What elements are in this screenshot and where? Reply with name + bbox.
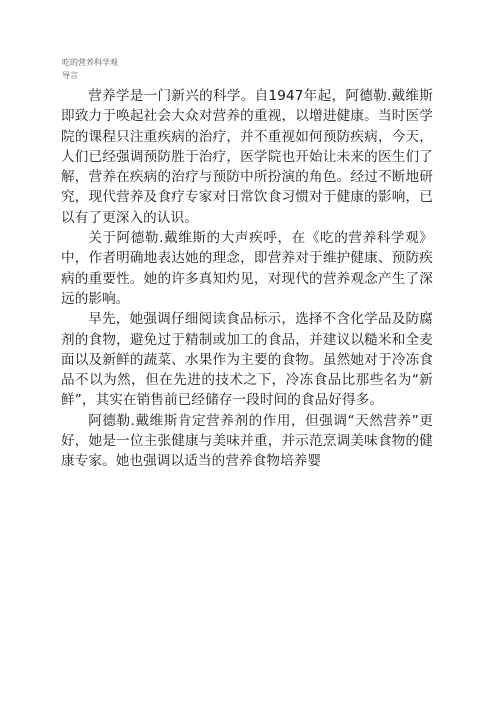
body-paragraph: 阿德勒.戴维斯肯定营养剂的作用，但强调“天然营养”更好，她是一位主张健康与美味并重，并示范烹调美味食物的健康专家。她也强调以适当的营养食物培养婴 — [61, 412, 433, 470]
document-title: 吃的营养科学观 — [62, 58, 118, 67]
body-paragraph: 关于阿德勒.戴维斯的大声疾呼，在《吃的营养科学观》中，作者明确地表达她的理念，即营养对于维护健康、预防疾病的重要性。她的许多真知灼见，对现代的营养观念产生了深远的影响。 — [61, 230, 433, 307]
document-body — [61, 86, 433, 472]
body-paragraph: 早先，她强调仔细阅读食品标示，选择不含化学品及防腐剂的食物，避免过于精制或加工的食品，并建议以糙米和全麦面以及新鲜的蔬菜、水果作为主要的食物。虽然她对于冷冻食品不以为然，但在先进的技术之下，冷冻食品比那些名为“新鲜”，其实在销售前已经储存一段时间的食品好得多。 — [61, 311, 433, 409]
section-label: 导言 — [62, 71, 78, 80]
body-paragraph: 营养学是一门新兴的科学。自1947年起，阿德勒.戴维斯即致力于唤起社会大众对营养的重视，以增进健康。当时医学院的课程只注重疾病的治疗，并不重视如何预防疾病，今天，人们已经强调预防胜于治疗，医学院也开始让未来的医生们了解，营养在疾病的治疗与预防中所扮演的角色。经过不断地研究，现代营养及食疗专家对日常饮食习惯对于健康的影响，已以有了更深入的认识。 — [61, 88, 433, 226]
